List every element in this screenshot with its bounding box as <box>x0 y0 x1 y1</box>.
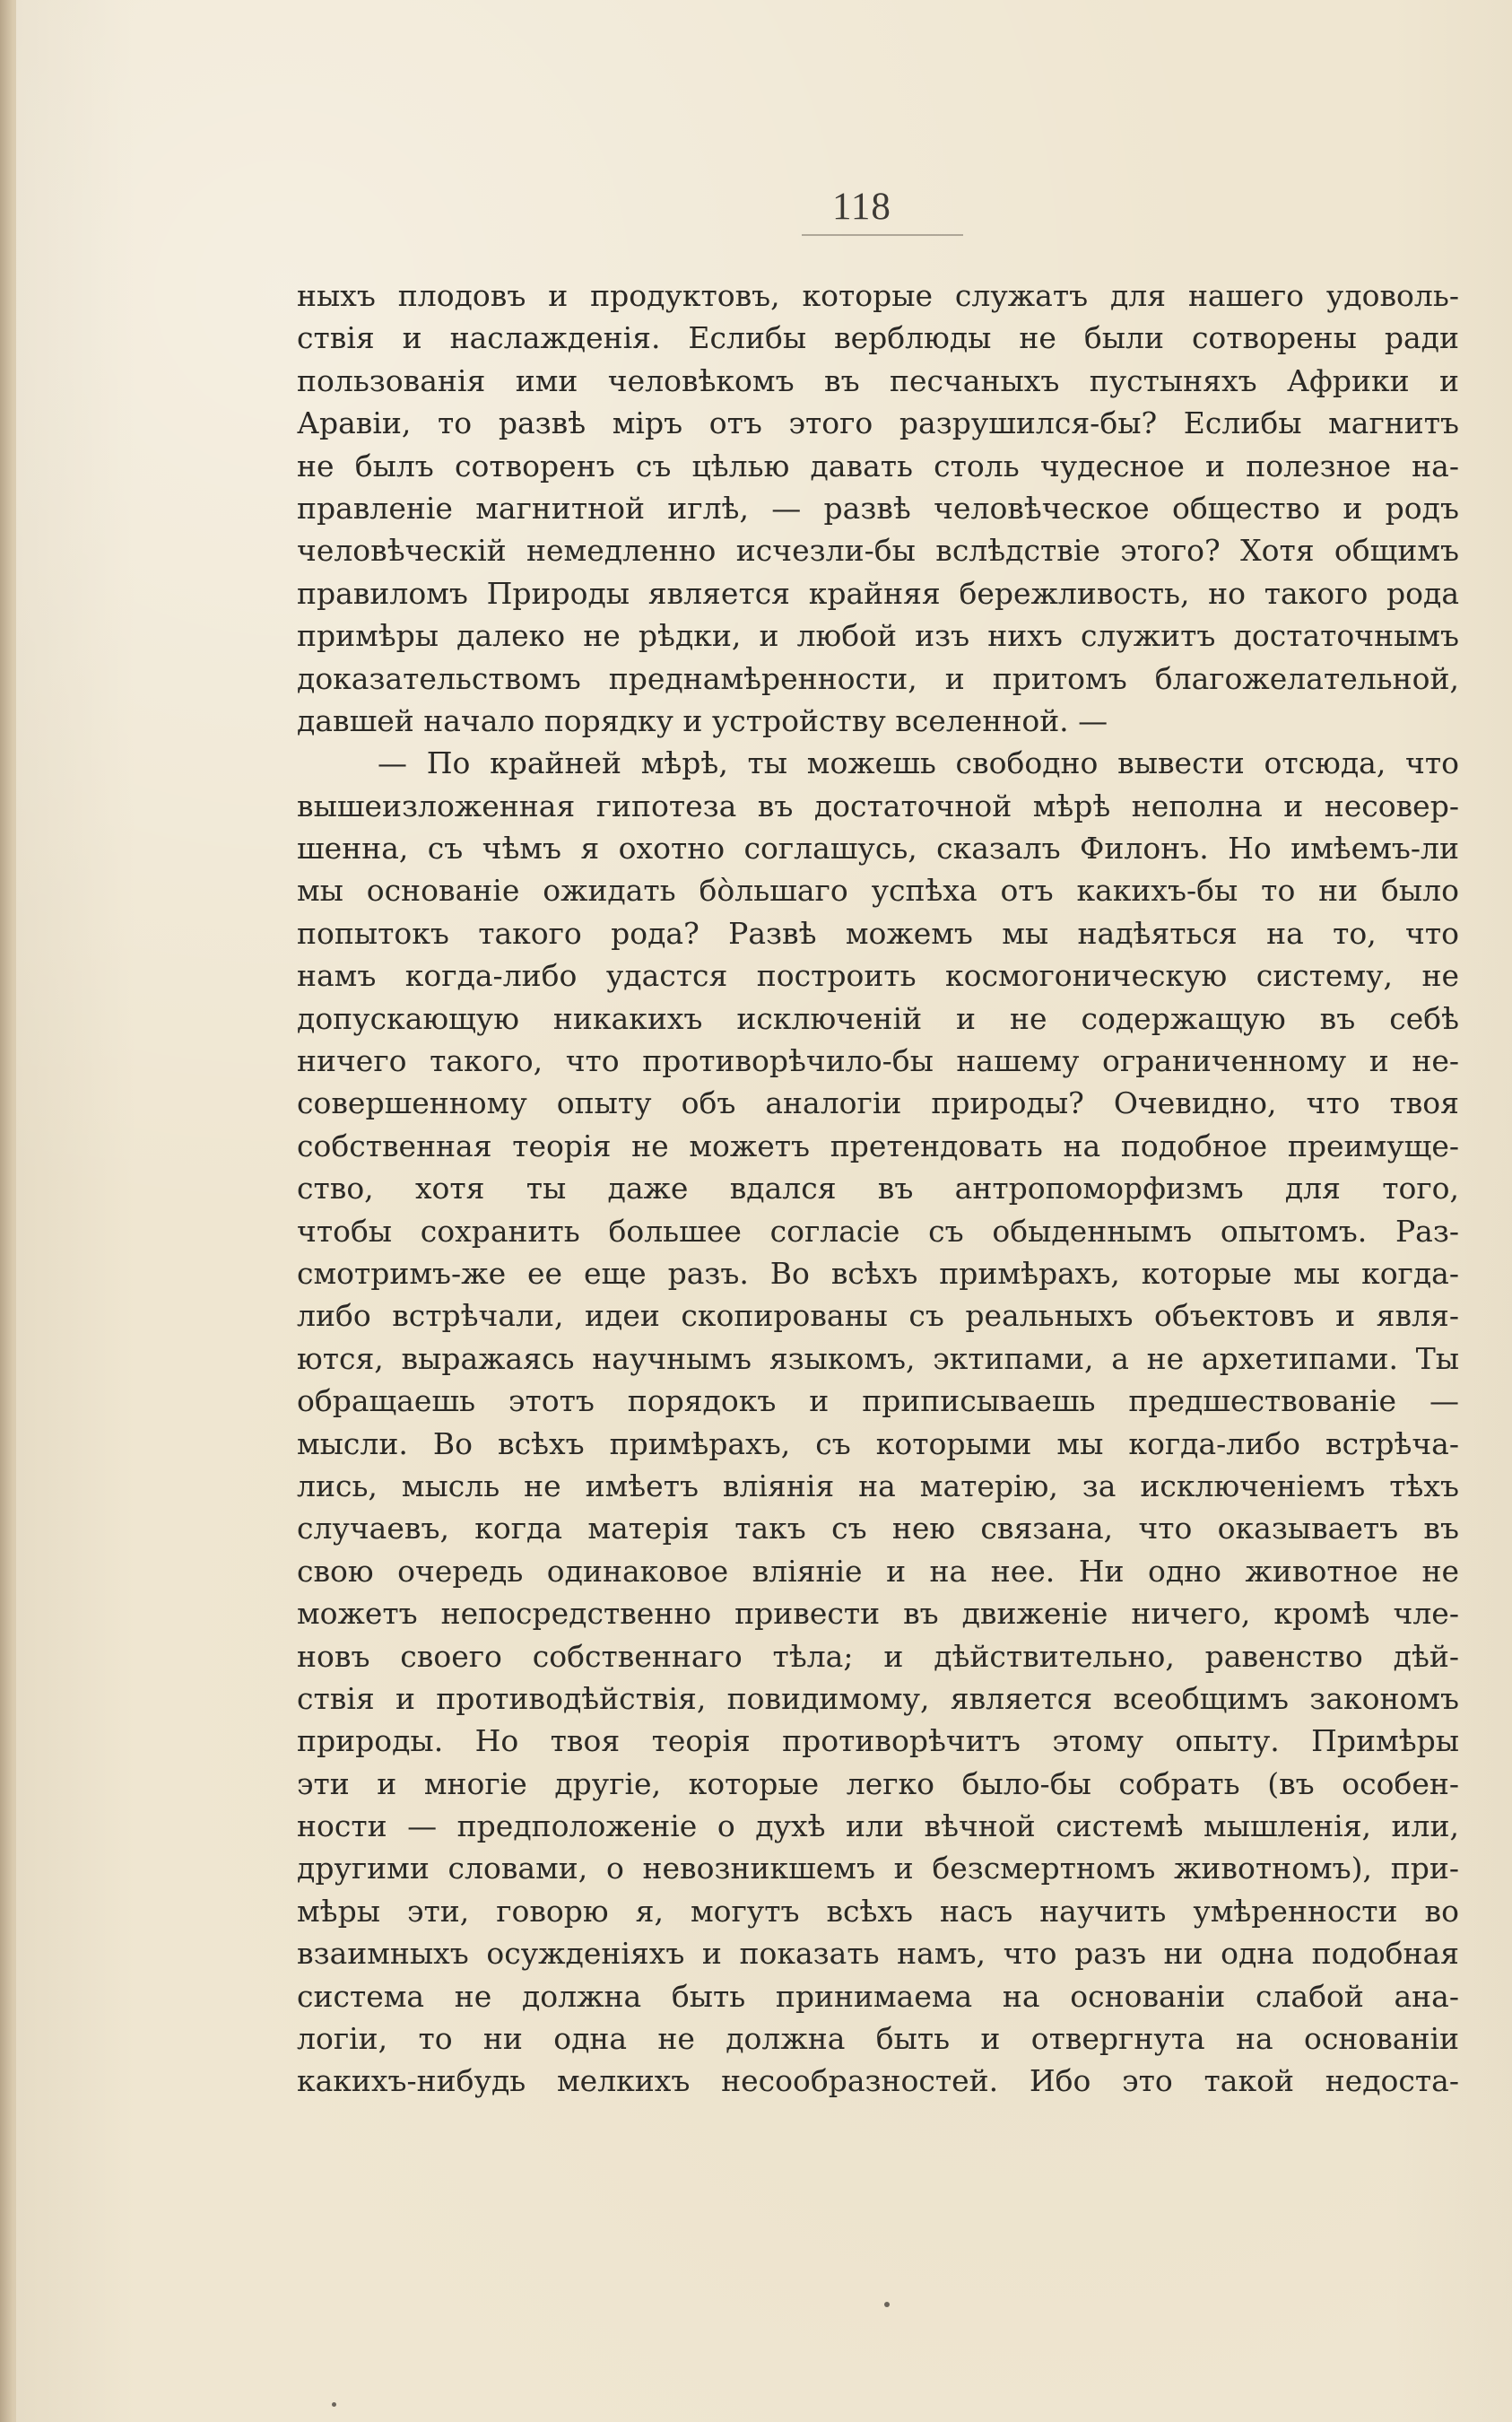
text-line: мѣры эти, говорю я, могутъ всѣхъ насъ научить умѣренности во <box>297 1893 1459 1929</box>
text-line: ныхъ плодовъ и продуктовъ, которые служатъ для нашего удоволь- <box>297 278 1459 313</box>
text-line: человѣческій немедленно исчезли-бы вслѣдствіе этого? Хотя общимъ <box>297 533 1459 569</box>
text-line: взаимныхъ осужденіяхъ и показать намъ, что разъ ни одна подобная <box>297 1936 1459 1972</box>
text-line: система не должна быть принимаема на основаніи слабой ана- <box>297 1978 1459 2014</box>
text-line: новъ своего собственнаго тѣла; и дѣйствительно, равенство дѣй- <box>297 1638 1459 1674</box>
text-line: чтобы сохранить большее согласіе съ обыденнымъ опытомъ. Раз- <box>297 1213 1459 1249</box>
text-line <box>297 2103 1459 2145</box>
text-line: допускающую никакихъ исключеній и не содержащую въ себѣ <box>297 1000 1459 1036</box>
text-line: эти и многіе другіе, которые легко было-бы собрать (въ особен- <box>297 1765 1459 1801</box>
text-line: либо встрѣчали, идеи скопированы съ реальныхъ объектовъ и явля- <box>297 1298 1459 1334</box>
text-line: ство, хотя ты даже вдался въ антропоморфизмъ для того, <box>297 1171 1459 1207</box>
text-line: мысли. Во всѣхъ примѣрахъ, съ которыми мы когда-либо встрѣча- <box>297 1425 1459 1461</box>
page-number: 118 <box>832 186 891 228</box>
book-page <box>16 0 1512 2422</box>
text-line: не былъ сотворенъ съ цѣлью давать столь чудесное и полезное на- <box>297 448 1459 484</box>
text-line: попытокъ такого рода? Развѣ можемъ мы надѣяться на то, что <box>297 915 1459 951</box>
text-line: вышеизложенная гипотеза въ достаточной мѣрѣ неполна и несовер- <box>297 788 1459 823</box>
text-line: примѣры далеко не рѣдки, и любой изъ нихъ служитъ достаточнымъ <box>297 618 1459 654</box>
scan-dot-mark <box>332 2402 336 2407</box>
text-line: ются, выражаясь научнымъ языкомъ, эктипами, а не архетипами. Ты <box>297 1340 1459 1376</box>
paragraph-start-line: — По крайней мѣрѣ, ты можешь свободно вывести отсюда, что <box>378 745 1459 781</box>
text-line: мы основаніе ожидать бо̀льшаго успѣха отъ какихъ-бы то ни было <box>297 873 1459 909</box>
text-line: логіи, то ни одна не должна быть и отвергнута на основаніи <box>297 2021 1459 2057</box>
text-line: совершенному опыту объ аналогіи природы? Очевидно, что твоя <box>297 1085 1459 1121</box>
text-line: смотримъ-же ее еще разъ. Во всѣхъ примѣрахъ, которые мы когда- <box>297 1255 1459 1291</box>
text-line: правленіе магнитной иглѣ, — развѣ человѣческое общество и родъ <box>297 490 1459 526</box>
text-line: Аравіи, то развѣ міръ отъ этого разрушился-бы? Еслибы магнитъ <box>297 405 1459 441</box>
text-line: намъ когда-либо удастся построить космогоническую систему, не <box>297 958 1459 994</box>
text-line: ствія и противодѣйствія, повидимому, является всеобщимъ закономъ <box>297 1680 1459 1716</box>
body-text <box>297 274 1459 2145</box>
text-line: шенна, съ чѣмъ я охотно соглашусь, сказалъ Филонъ. Но имѣемъ-ли <box>297 831 1459 867</box>
text-line: ствія и наслажденія. Еслибы верблюды не были сотворены ради <box>297 320 1459 356</box>
text-line: другими словами, о невозникшемъ и безсмертномъ животномъ), при- <box>297 1851 1459 1886</box>
text-line: можетъ непосредственно привести въ движеніе ничего, кромѣ чле- <box>297 1596 1459 1632</box>
text-line: случаевъ, когда матерія такъ съ нею связана, что оказываетъ въ <box>297 1511 1459 1546</box>
text-line: лись, мысль не имѣетъ вліянія на матерію, за исключеніемъ тѣхъ <box>297 1468 1459 1503</box>
text-line: ности — предположеніе о духѣ или вѣчной системѣ мышленія, или, <box>297 1808 1459 1844</box>
text-line: давшей начало порядку и устройству вселенной. — <box>297 702 1108 738</box>
text-line: какихъ-нибудь мелкихъ несообразностей. Ибо это такой недоста- <box>297 2063 1459 2099</box>
text-line: пользованія ими человѣкомъ въ песчаныхъ пустыняхъ Африки и <box>297 362 1459 398</box>
text-line: свою очередь одинаковое вліяніе и на нее. Ни одно животное не <box>297 1553 1459 1589</box>
text-line: собственная теорія не можетъ претендовать на подобное преимуще- <box>297 1128 1459 1163</box>
page-number-rule <box>802 234 963 236</box>
text-line: ничего такого, что противорѣчило-бы нашему ограниченному и не- <box>297 1043 1459 1079</box>
text-line: обращаешь этотъ порядокъ и приписываешь предшествованіе — <box>297 1383 1459 1419</box>
scan-dot-mark <box>884 2302 890 2307</box>
text-line: доказательствомъ преднамѣренности, и притомъ благожелательной, <box>297 660 1459 696</box>
text-line: природы. Но твоя теорія противорѣчитъ этому опыту. Примѣры <box>297 1723 1459 1759</box>
text-line: правиломъ Природы является крайняя бережливость, но такого рода <box>297 575 1459 611</box>
